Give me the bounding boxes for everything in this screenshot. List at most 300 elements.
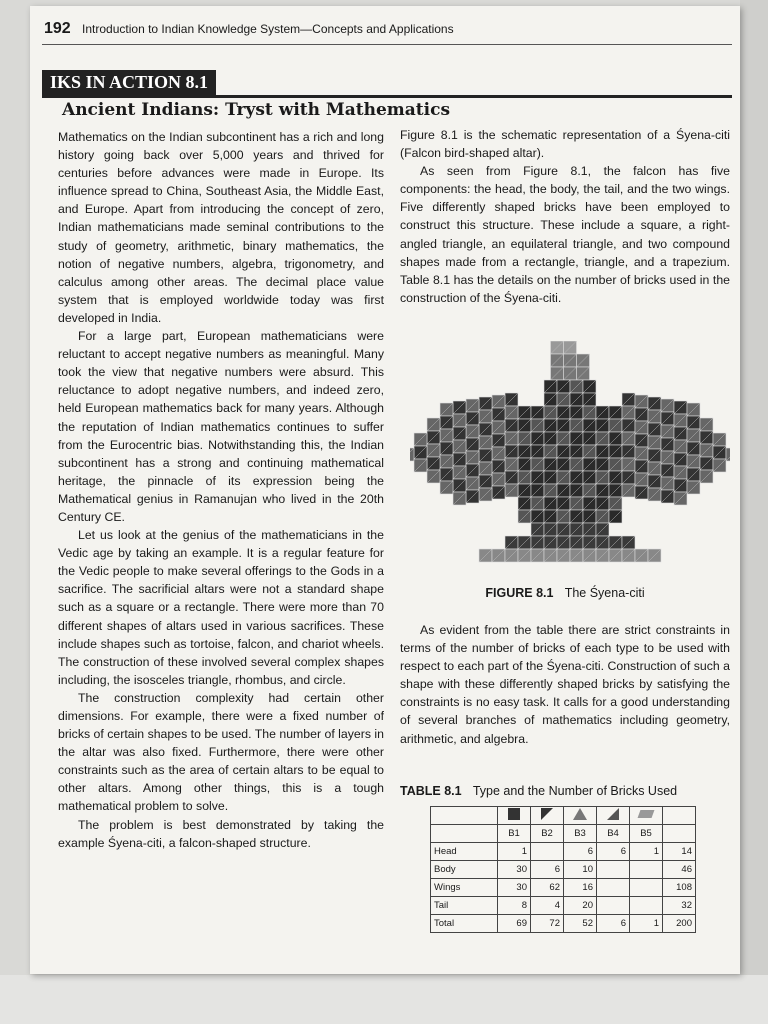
wing-brick: [492, 408, 505, 421]
body-brick: [583, 419, 596, 432]
body-brick: [518, 484, 531, 497]
wing-brick: [492, 486, 505, 499]
body-brick: [583, 497, 596, 510]
wing-brick: [674, 492, 687, 505]
figure-caption-text: The Śyena-citi: [564, 586, 645, 600]
bricks-table: [430, 806, 696, 933]
body-brick: [518, 497, 531, 510]
body-brick: [596, 471, 609, 484]
wing-brick: [687, 403, 700, 416]
wing-brick: [674, 401, 687, 414]
table-cell: [531, 843, 564, 861]
body-brick: [544, 419, 557, 432]
table-cell: 10: [564, 861, 597, 879]
wing-brick: [661, 451, 674, 464]
compound-brick-b5-icon: [638, 810, 655, 818]
table-cell: 1: [630, 843, 663, 861]
body-brick: [570, 432, 583, 445]
body-brick: [557, 432, 570, 445]
body-brick: [570, 497, 583, 510]
wing-brick: [713, 459, 726, 472]
head-brick: [577, 354, 590, 367]
wing-brick: [687, 468, 700, 481]
body-brick: [544, 393, 557, 406]
table-header-row: [431, 825, 696, 843]
head-brick: [551, 354, 564, 367]
head-brick: [564, 367, 577, 380]
column-header: B3: [564, 825, 597, 843]
body-brick: [570, 445, 583, 458]
wing-brick: [466, 412, 479, 425]
tail-brick: [557, 549, 570, 562]
wing-brick: [440, 481, 453, 494]
body-brick: [583, 380, 596, 393]
table-cell: 1: [630, 915, 663, 933]
wing-brick: [440, 455, 453, 468]
body-brick: [609, 419, 622, 432]
box-title: Ancient Indians: Tryst with Mathematics: [62, 100, 451, 120]
body-brick: [583, 393, 596, 406]
table-cell: [630, 861, 663, 879]
body-brick: [557, 445, 570, 458]
head-brick: [564, 341, 577, 354]
body-brick: [531, 484, 544, 497]
table-cell: [597, 861, 630, 879]
body-brick: [596, 484, 609, 497]
wing-brick: [635, 408, 648, 421]
table-cell: 6: [564, 843, 597, 861]
paragraph: As evident from the table there are strict constraints in terms of the number of bricks of each type to be used with respect to each part of the Śyena-citi. Construction of such a shape with these differently shaped bricks by satisfying the constraints is no easy task. It calls for a good understanding of several branches of mathematics including geometry, arithmetic, and algebra.: [400, 623, 730, 746]
wing-brick: [622, 484, 635, 497]
table-row: [431, 915, 696, 933]
wing-brick: [505, 484, 518, 497]
tail-brick: [622, 536, 635, 549]
left-column: [58, 128, 384, 948]
paragraph: The problem is best demonstrated by taking the example Śyena-citi, a falcon-shaped structure.: [58, 817, 384, 850]
wing-brick: [505, 419, 518, 432]
head-brick: [564, 354, 577, 367]
wing-brick: [466, 490, 479, 503]
paragraph: Let us look at the genius of the mathematicians in the Vedic age by taking an example. It is a regular feature for the Vedic people to make several offerings to the Gods in a sacrifice. The sacrificial altars were not a standard shape such as a square or a rectangle. There were more than 70 different shapes of altars used in various sacrifices. These include shapes such as tortoise, falcon, and chariot wheels. The construction of these involved several complex shapes including, the isosceles triangle, rhombus, and circle.: [58, 528, 384, 687]
column-header: B2: [531, 825, 564, 843]
wing-brick: [635, 460, 648, 473]
body-brick: [544, 445, 557, 458]
body-brick: [583, 510, 596, 523]
body-brick: [583, 445, 596, 458]
tail-brick: [635, 549, 648, 562]
wing-brick: [427, 418, 440, 431]
wing-brick: [505, 471, 518, 484]
body-brick: [583, 471, 596, 484]
body-brick: [544, 406, 557, 419]
wing-brick: [453, 414, 466, 427]
wing-brick: [622, 458, 635, 471]
body-brick: [544, 510, 557, 523]
compound-brick-b4-icon: [607, 808, 619, 820]
wing-brick: [427, 444, 440, 457]
body-brick: [544, 497, 557, 510]
wing-brick: [622, 445, 635, 458]
wing-brick: [648, 488, 661, 501]
body-brick: [518, 510, 531, 523]
wing-brick: [674, 414, 687, 427]
wing-brick: [661, 425, 674, 438]
wing-brick: [635, 421, 648, 434]
tail-brick: [557, 536, 570, 549]
body-brick: [609, 510, 622, 523]
table-caption: [400, 784, 677, 798]
wing-brick: [661, 477, 674, 490]
wing-brick: [466, 399, 479, 412]
square-brick-icon: [508, 808, 520, 820]
wing-brick: [414, 446, 427, 459]
table-row: [431, 897, 696, 915]
body-brick: [583, 458, 596, 471]
wing-brick: [505, 432, 518, 445]
body-brick: [609, 445, 622, 458]
body-brick: [557, 484, 570, 497]
head-brick: [577, 367, 590, 380]
paragraph: Figure 8.1 is the schematic representation of a Śyena-citi (Falcon bird-shaped altar).: [400, 128, 730, 161]
tail-brick: [505, 536, 518, 549]
wing-brick: [635, 473, 648, 486]
wing-brick: [661, 438, 674, 451]
body-brick: [570, 471, 583, 484]
wing-brick: [479, 449, 492, 462]
right-column-top: [400, 126, 730, 307]
wing-brick: [700, 431, 713, 444]
body-brick: [518, 471, 531, 484]
wing-brick: [414, 433, 427, 446]
table-cell: 52: [564, 915, 597, 933]
body-brick: [531, 419, 544, 432]
wing-brick: [700, 418, 713, 431]
wing-brick: [440, 416, 453, 429]
wing-brick: [427, 457, 440, 470]
wing-brick: [453, 479, 466, 492]
wing-brick: [453, 440, 466, 453]
box-rule: [42, 95, 732, 98]
tail-brick: [544, 523, 557, 536]
body-brick: [570, 458, 583, 471]
body-brick: [557, 497, 570, 510]
body-brick: [570, 406, 583, 419]
right-triangle-brick-icon: [541, 808, 553, 820]
tail-brick: [492, 549, 505, 562]
wing-brick: [661, 412, 674, 425]
tail-brick: [583, 549, 596, 562]
tail-brick: [557, 523, 570, 536]
row-label: Wings: [431, 879, 498, 897]
table-cell: 6: [597, 915, 630, 933]
tail-brick: [596, 536, 609, 549]
body-brick: [570, 484, 583, 497]
table-cell: 6: [597, 843, 630, 861]
paragraph: The construction complexity had certain other dimensions. For example, there were a fixed number of bricks of certain shapes to be used. The number of layers in the altar was also fixed. Furthermore, there were other constraints such as the area of certain altars to be equal to other altars. Among other things, this is a tough mathematical problem to solve.: [58, 690, 384, 814]
wing-brick: [453, 427, 466, 440]
wing-brick: [479, 423, 492, 436]
tail-brick: [544, 536, 557, 549]
table-cell: [597, 897, 630, 915]
wing-brick: [410, 448, 414, 461]
body-brick: [596, 510, 609, 523]
body-brick: [570, 380, 583, 393]
header-rule: [42, 44, 732, 45]
book-page: [30, 6, 740, 974]
table-cell: 200: [663, 915, 696, 933]
body-brick: [609, 484, 622, 497]
body-brick: [596, 497, 609, 510]
body-brick: [596, 406, 609, 419]
paragraph: Mathematics on the Indian subcontinent has a rich and long history going back over 5,000 years and thrived for centuries before advances were made in Europe. Its influence spread to China, Southeast Asia, the Middle East, and Europe. Apart from introducing the concept of zero, Indian mathematicians made seminal contributions to the study of geometry, arithmetic, binary mathematics, the notion of negative numbers, algebra, trigonometry, and calculus among other areas. The decimal place value system that is employed worldwide today was first developed in India.: [58, 130, 384, 325]
table-cell: 16: [564, 879, 597, 897]
column-header: B1: [498, 825, 531, 843]
wing-brick: [648, 475, 661, 488]
wing-brick: [635, 395, 648, 408]
table-cell: 72: [531, 915, 564, 933]
wing-brick: [726, 448, 730, 461]
wing-brick: [622, 406, 635, 419]
paragraph: For a large part, European mathematicians were reluctant to accept negative numbers as meaningful. Many took the view that negative numbers were absurd. This reluctance to adopt negative numbers, and indeed zero, held European mathematics back for many years. Although the reputation of Indian mathematics continues to suffer from the Eurocentric bias. Notwithstanding this, the Indian subcontinent has a strong and continuing mathematical heritage, the pinnacle of its expression being the Mathematical genius in Ramanujan who lived in the 20th Century CE.: [58, 329, 384, 524]
wing-brick: [440, 468, 453, 481]
body-brick: [531, 445, 544, 458]
wing-brick: [414, 459, 427, 472]
body-brick: [596, 445, 609, 458]
body-brick: [596, 458, 609, 471]
page-bottom-shadow: [0, 975, 768, 1024]
wing-brick: [492, 473, 505, 486]
body-brick: [557, 471, 570, 484]
tail-brick: [531, 549, 544, 562]
wing-brick: [505, 445, 518, 458]
body-brick: [531, 510, 544, 523]
wing-brick: [466, 451, 479, 464]
wing-brick: [453, 401, 466, 414]
tail-brick: [531, 536, 544, 549]
body-brick: [531, 471, 544, 484]
tail-brick: [596, 523, 609, 536]
wing-brick: [674, 479, 687, 492]
wing-brick: [674, 440, 687, 453]
box-label: IKS IN ACTION 8.1: [42, 70, 216, 95]
body-brick: [557, 393, 570, 406]
wing-brick: [466, 438, 479, 451]
tail-brick: [570, 549, 583, 562]
wing-brick: [440, 429, 453, 442]
head-brick: [551, 341, 564, 354]
body-brick: [518, 419, 531, 432]
body-brick: [544, 484, 557, 497]
equilateral-triangle-brick-icon: [573, 808, 587, 820]
table-cell: 69: [498, 915, 531, 933]
running-head: [44, 20, 724, 38]
body-brick: [596, 432, 609, 445]
tail-brick: [622, 549, 635, 562]
body-brick: [557, 380, 570, 393]
wing-brick: [713, 446, 726, 459]
table-label: TABLE 8.1: [400, 784, 462, 798]
wing-brick: [453, 492, 466, 505]
wing-brick: [492, 434, 505, 447]
body-brick: [609, 432, 622, 445]
wing-brick: [427, 431, 440, 444]
wing-brick: [466, 477, 479, 490]
table-cell: 14: [663, 843, 696, 861]
wing-brick: [479, 462, 492, 475]
tail-brick: [648, 549, 661, 562]
wing-brick: [674, 466, 687, 479]
tail-brick: [583, 523, 596, 536]
body-brick: [544, 471, 557, 484]
body-brick: [531, 497, 544, 510]
wing-brick: [492, 460, 505, 473]
wing-brick: [505, 393, 518, 406]
wing-brick: [635, 486, 648, 499]
wing-brick: [635, 434, 648, 447]
body-brick: [544, 458, 557, 471]
body-brick: [557, 419, 570, 432]
wing-brick: [466, 425, 479, 438]
table-caption-text: Type and the Number of Bricks Used: [472, 784, 678, 798]
wing-brick: [674, 427, 687, 440]
wing-brick: [648, 397, 661, 410]
wing-brick: [622, 471, 635, 484]
tail-brick: [583, 536, 596, 549]
wing-brick: [661, 490, 674, 503]
wing-brick: [700, 470, 713, 483]
wing-brick: [453, 453, 466, 466]
tail-brick: [570, 536, 583, 549]
table-cell: 62: [531, 879, 564, 897]
body-brick: [518, 458, 531, 471]
wing-brick: [713, 433, 726, 446]
body-brick: [609, 458, 622, 471]
column-header: B4: [597, 825, 630, 843]
body-brick: [609, 406, 622, 419]
wing-brick: [479, 488, 492, 501]
table-cell: 4: [531, 897, 564, 915]
table-icon-row: [431, 807, 696, 825]
body-brick: [518, 445, 531, 458]
body-brick: [583, 406, 596, 419]
wing-brick: [466, 464, 479, 477]
wing-brick: [440, 403, 453, 416]
body-brick: [583, 432, 596, 445]
table-cell: [597, 879, 630, 897]
body-brick: [557, 510, 570, 523]
figure-caption: [400, 586, 730, 600]
wing-brick: [492, 447, 505, 460]
wing-brick: [661, 464, 674, 477]
table-cell: 8: [498, 897, 531, 915]
row-label: Total: [431, 915, 498, 933]
wing-brick: [687, 416, 700, 429]
body-brick: [531, 432, 544, 445]
body-brick: [544, 432, 557, 445]
wing-brick: [622, 393, 635, 406]
wing-brick: [505, 406, 518, 419]
column-header: [663, 825, 696, 843]
table-cell: 46: [663, 861, 696, 879]
wing-brick: [479, 410, 492, 423]
wing-brick: [492, 421, 505, 434]
tail-brick: [531, 523, 544, 536]
wing-brick: [648, 423, 661, 436]
body-brick: [570, 393, 583, 406]
table-cell: 108: [663, 879, 696, 897]
tail-brick: [544, 549, 557, 562]
table-row: [431, 843, 696, 861]
tail-brick: [570, 523, 583, 536]
wing-brick: [648, 410, 661, 423]
wing-brick: [505, 458, 518, 471]
body-brick: [531, 406, 544, 419]
wing-brick: [453, 466, 466, 479]
table-row: [431, 879, 696, 897]
body-brick: [518, 406, 531, 419]
figure-label: FIGURE 8.1: [485, 586, 554, 600]
body-brick: [570, 510, 583, 523]
body-brick: [531, 458, 544, 471]
wing-brick: [440, 442, 453, 455]
syena-citi-figure: [410, 341, 730, 576]
wing-brick: [622, 419, 635, 432]
tail-brick: [518, 549, 531, 562]
body-brick: [544, 380, 557, 393]
table-cell: 32: [663, 897, 696, 915]
wing-brick: [648, 462, 661, 475]
column-header: B5: [630, 825, 663, 843]
tail-brick: [518, 536, 531, 549]
wing-brick: [622, 432, 635, 445]
tail-brick: [505, 549, 518, 562]
wing-brick: [492, 395, 505, 408]
wing-brick: [687, 442, 700, 455]
wing-brick: [700, 444, 713, 457]
table-cell: [630, 897, 663, 915]
head-brick: [551, 367, 564, 380]
table-cell: 30: [498, 879, 531, 897]
table-cell: [630, 879, 663, 897]
page-edge: [740, 0, 768, 1024]
body-brick: [570, 419, 583, 432]
tail-brick: [596, 549, 609, 562]
wing-brick: [674, 453, 687, 466]
row-label: Tail: [431, 897, 498, 915]
wing-brick: [479, 475, 492, 488]
wing-brick: [648, 436, 661, 449]
tail-brick: [609, 536, 622, 549]
tail-brick: [479, 549, 492, 562]
wing-brick: [661, 399, 674, 412]
body-brick: [596, 419, 609, 432]
wing-brick: [648, 449, 661, 462]
body-brick: [518, 432, 531, 445]
table-cell: 20: [564, 897, 597, 915]
running-title: Introduction to Indian Knowledge System—Concepts and Applications: [82, 22, 454, 36]
body-brick: [583, 484, 596, 497]
table-row: [431, 861, 696, 879]
wing-brick: [687, 455, 700, 468]
wing-brick: [687, 481, 700, 494]
wing-brick: [479, 397, 492, 410]
paragraph: As seen from Figure 8.1, the falcon has five components: the head, the body, the tail, and the two wings. Five differently shaped bricks have been employed to construct this structure. These include a square, a right-angled triangle, an equilateral triangle, and two compound shapes made from a rectangle, triangle, and a trapezium. Table 8.1 has the details on the number of bricks used in the construction of the Śyena-citi.: [400, 164, 730, 305]
table-cell: 1: [498, 843, 531, 861]
wing-brick: [700, 457, 713, 470]
page-number: 192: [44, 20, 71, 37]
row-label: Body: [431, 861, 498, 879]
body-brick: [609, 471, 622, 484]
